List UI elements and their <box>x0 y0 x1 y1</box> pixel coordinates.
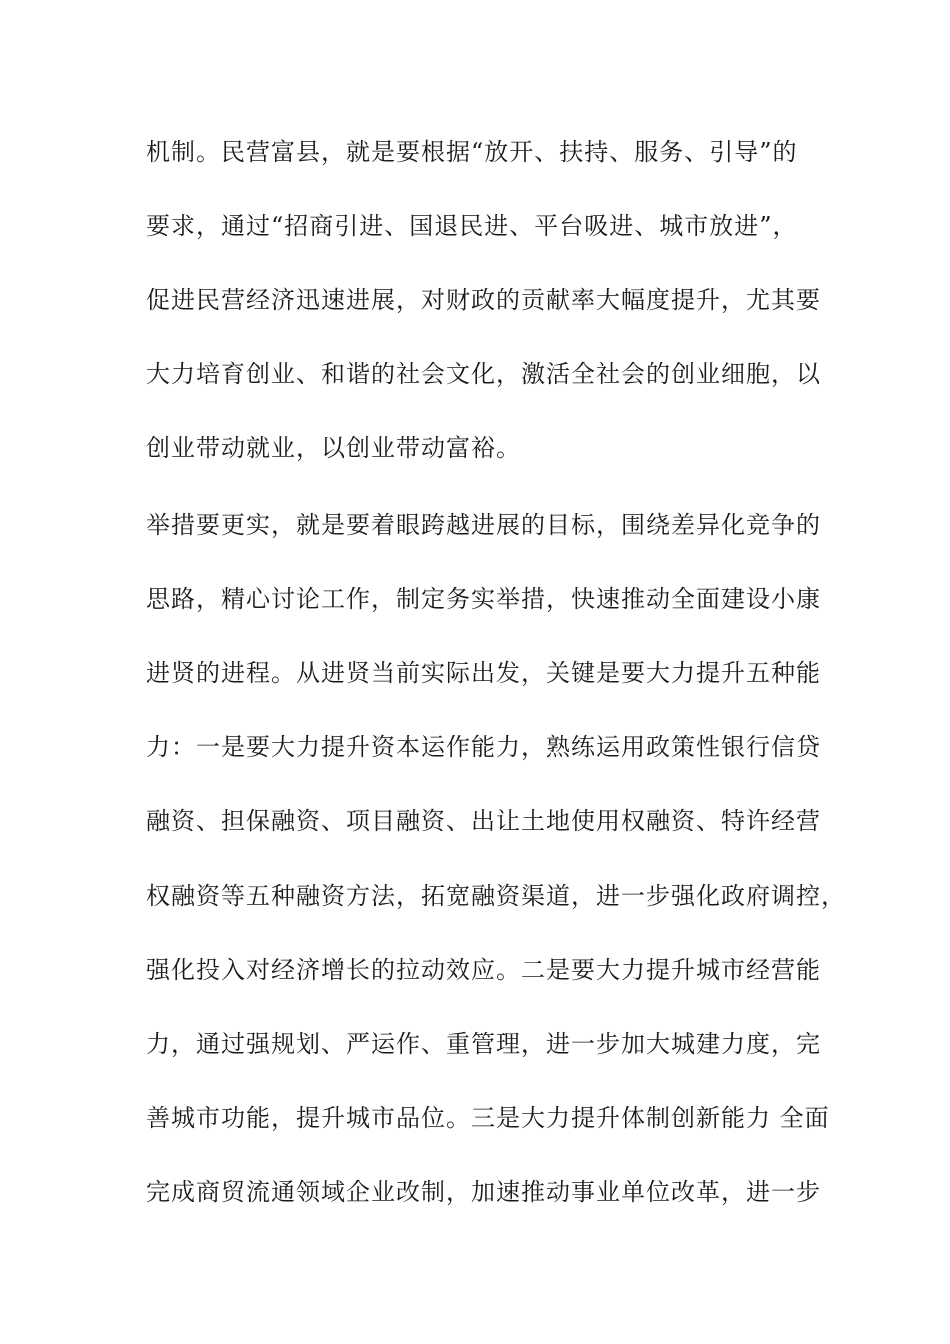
text-line: 要求，通过“招商引进、国退民进、平台吸进、城市放进”， <box>146 212 798 240</box>
text-line: 大力培育创业、和谐的社会文化，激活全社会的创业细胞，以 <box>146 360 821 388</box>
text-line: 创业带动就业，以创业带动富裕。 <box>146 434 521 462</box>
text-line: 融资、担保融资、项目融资、出让土地使用权融资、特许经营 <box>146 807 821 835</box>
text-line: 机制。民营富县，就是要根据“放开、扶持、服务、引导”的 <box>146 138 798 166</box>
text-line: 举措要更实，就是要着眼跨越进展的目标，围绕差异化竞争的 <box>146 511 821 539</box>
text-line: 进贤的进程。从进贤当前实际出发，关键是要大力提升五种能 <box>146 659 821 687</box>
text-line: 促进民营经济迅速进展，对财政的贡献率大幅度提升，尤其要 <box>146 286 821 314</box>
text-line: 力，通过强规划、严运作、重管理，进一步加大城建力度，完 <box>146 1030 821 1058</box>
text-line: 权融资等五种融资方法，拓宽融资渠道，进一步强化政府调控， <box>146 882 846 910</box>
text-line: 完成商贸流通领域企业改制，加速推动事业单位改革，进一步 <box>146 1178 821 1206</box>
text-line: 思路，精心讨论工作，制定务实举措，快速推动全面建设小康 <box>146 585 821 613</box>
text-line: 强化投入对经济增长的拉动效应。二是要大力提升城市经营能 <box>146 956 821 984</box>
text-line: 力：一是要大力提升资本运作能力，熟练运用政策性银行信贷 <box>146 733 821 761</box>
text-line: 善城市功能，提升城市品位。三是大力提升体制创新能力 全面 <box>146 1104 830 1132</box>
